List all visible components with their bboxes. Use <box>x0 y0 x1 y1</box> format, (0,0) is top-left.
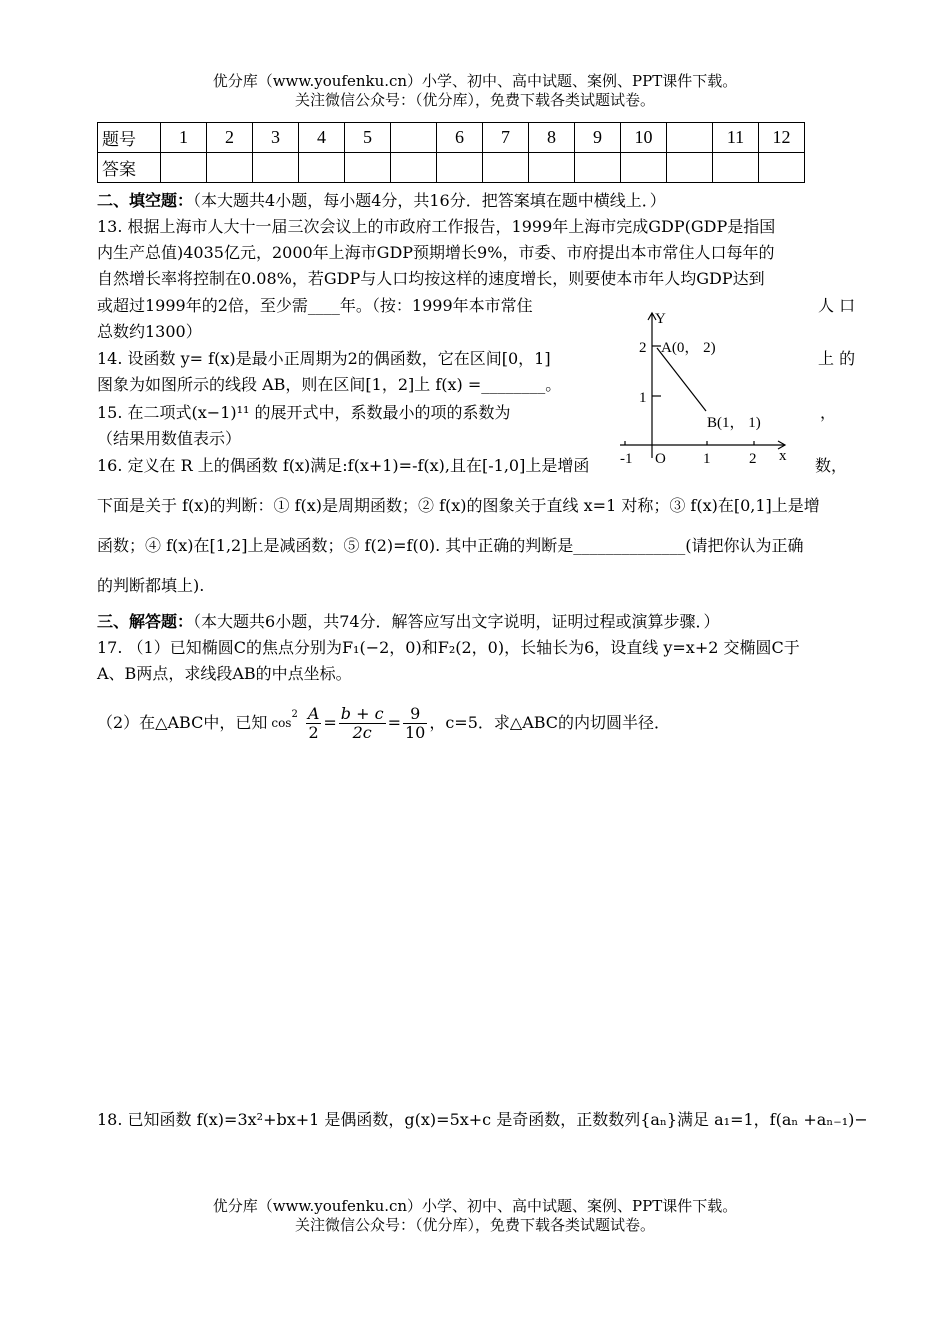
fraction-9-over-10 <box>403 705 427 742</box>
answer-cell[interactable] <box>575 153 621 183</box>
fraction-num: b + c <box>340 703 384 723</box>
answer-cell[interactable] <box>207 153 253 183</box>
q16-line-3: 函数；④ f(x)在[1,2]上是减函数；⑤ f(2)=f(0). 其中正确的判断是______________(请把你认为正确 <box>97 536 804 555</box>
q13-text: 或超过1999年的2倍，至少需____年。（按：1999年本市常住 <box>97 296 533 315</box>
section-2-heading <box>97 190 666 212</box>
tick-label: -1 <box>620 451 633 467</box>
answer-cell[interactable] <box>299 153 345 183</box>
q17-part2-suffix: ，c=5．求△ABC的内切圆半径． <box>429 713 671 732</box>
q13-text: 13. 根据上海市人大十一届三次会议上的市政府工作报告，1999年上海市完成GDP(GDP是指国 <box>97 217 776 236</box>
page-footer <box>0 1197 950 1235</box>
point-b-label: B(1， 1) <box>707 415 761 431</box>
page-header <box>0 72 950 110</box>
function-graph <box>615 308 805 468</box>
equals-sign: = <box>387 713 401 732</box>
fraction-b-plus-c-over-2c <box>339 705 386 742</box>
table-cell: 答案 <box>98 153 161 183</box>
section-3-heading <box>97 611 720 633</box>
answer-cell[interactable] <box>345 153 391 183</box>
q14-line-2: 图象为如图所示的线段 AB，则在区间[1，2]上 f(x) =________。 <box>97 375 562 394</box>
fraction-num: A <box>307 703 320 723</box>
origin-label: O <box>655 451 666 467</box>
q16-line-1: 16. 定义在 R 上的偶函数 f(x)满足:f(x+1)=-f(x),且在[-1,0]上是增函 <box>97 456 590 475</box>
section-3-title: 三、解答题： <box>97 612 194 631</box>
fraction-a-over-2 <box>306 705 322 742</box>
cos-symbol: cos <box>271 716 292 730</box>
answer-cell[interactable] <box>621 153 667 183</box>
y-axis-label: Y <box>655 311 666 327</box>
table-cell: 4 <box>299 123 345 153</box>
table-cell: 2 <box>207 123 253 153</box>
answer-cell[interactable] <box>161 153 207 183</box>
q13-line-3 <box>97 268 853 290</box>
table-cell: 5 <box>345 123 391 153</box>
answer-table <box>97 122 805 183</box>
answer-cell[interactable] <box>253 153 299 183</box>
table-cell: 7 <box>483 123 529 153</box>
q13-line-2 <box>97 242 853 264</box>
q18-line-1: 18. 已知函数 f(x)=3x²+bx+1 是偶函数，g(x)=5x+c 是奇函数，正数数列{aₙ}满足 a₁=1，f(aₙ +aₙ₋₁)− <box>97 1110 868 1129</box>
table-cell: 1 <box>161 123 207 153</box>
q16-line-2: 下面是关于 f(x)的判断：① f(x)是周期函数；② f(x)的图象关于直线 x=1 对称；③ f(x)在[0,1]上是增 <box>97 496 820 515</box>
table-cell <box>667 123 713 153</box>
section-2-desc: （本大题共4小题，每小题4分，共16分．把答案填在题中横线上．） <box>193 191 666 210</box>
q17-line-2: A、B两点，求线段AB的中点坐标。 <box>97 664 352 683</box>
table-cell: 3 <box>253 123 299 153</box>
tick-label: 1 <box>703 451 711 467</box>
q13-line-4-end: 人 口 <box>818 296 856 315</box>
answer-cell[interactable] <box>437 153 483 183</box>
x-axis-label: x <box>779 448 787 464</box>
section-3-desc: （本大题共6小题，共74分．解答应写出文字说明，证明过程或演算步骤．） <box>193 612 720 631</box>
table-cell: 11 <box>713 123 759 153</box>
q15-line-2: （结果用数值表示） <box>97 429 242 448</box>
q16-line-4: 的判断都填上). <box>97 576 205 595</box>
y-tick-label: 2 <box>639 340 647 356</box>
header-line-1: 优分库（www.youfenku.cn）小学、初中、高中试题、案例、PPT课件下载。 <box>212 72 738 90</box>
q15-line-1: 15. 在二项式(x−1)¹¹ 的展开式中，系数最小的项的系数为 <box>97 403 511 422</box>
q15-line-1-end: ， <box>820 403 837 422</box>
table-cell: 题号 <box>98 123 161 153</box>
cos-power: 2 <box>291 709 298 720</box>
point-a-label: A(0， 2) <box>661 340 716 356</box>
fraction-den: 2c <box>352 722 372 742</box>
equals-sign: = <box>323 713 337 732</box>
table-cell: 9 <box>575 123 621 153</box>
tick-label: 2 <box>749 451 757 467</box>
table-cell: 10 <box>621 123 667 153</box>
q14-line-1-end: 上 的 <box>818 349 856 368</box>
q13-line-1 <box>97 216 853 238</box>
q13-line-4 <box>97 295 533 317</box>
header-line-2: 关注微信公众号：（优分库），免费下载各类试题试卷。 <box>294 91 655 109</box>
y-tick-label: 1 <box>639 390 647 406</box>
q17-part-2 <box>97 703 670 743</box>
table-cell <box>391 123 437 153</box>
q17-part2-prefix: （2）在△ABC中，已知 <box>97 713 268 732</box>
q16-line-1-end: 数， <box>815 456 848 475</box>
fraction-den: 2 <box>308 722 319 742</box>
table-cell: 12 <box>759 123 805 153</box>
footer-line-2: 关注微信公众号：（优分库），免费下载各类试题试卷。 <box>294 1216 655 1234</box>
fraction-den: 10 <box>404 722 426 742</box>
q13-text: 自然增长率将控制在0.08%，若GDP与人口均按这样的速度增长，则要使本市年人均GDP达到 <box>97 269 765 288</box>
answer-cell[interactable] <box>759 153 805 183</box>
answer-cell[interactable] <box>529 153 575 183</box>
answer-cell[interactable] <box>667 153 713 183</box>
segment-ab <box>657 348 706 411</box>
table-cell: 6 <box>437 123 483 153</box>
answer-cell[interactable] <box>483 153 529 183</box>
fraction-num: 9 <box>403 705 427 724</box>
table-row-answers <box>98 153 805 183</box>
q13-text: 内生产总值)4035亿元，2000年上海市GDP预期增长9%，市委、市府提出本市常住人口每年的 <box>97 243 775 262</box>
table-cell: 8 <box>529 123 575 153</box>
q17-line-1: 17. （1）已知椭圆C的焦点分别为F₁(−2，0)和F₂(2，0)，长轴长为6，设直线 y=x+2 交椭圆C于 <box>97 638 800 657</box>
answer-cell[interactable] <box>391 153 437 183</box>
table-row-question-numbers <box>98 123 805 153</box>
q13-line-5: 总数约1300） <box>97 322 202 341</box>
answer-cell[interactable] <box>713 153 759 183</box>
section-2-title: 二、填空题： <box>97 191 194 210</box>
q14-line-1: 14. 设函数 y= f(x)是最小正周期为2的偶函数，它在区间[0，1] <box>97 349 551 368</box>
footer-line-1: 优分库（www.youfenku.cn）小学、初中、高中试题、案例、PPT课件下载。 <box>212 1197 738 1215</box>
